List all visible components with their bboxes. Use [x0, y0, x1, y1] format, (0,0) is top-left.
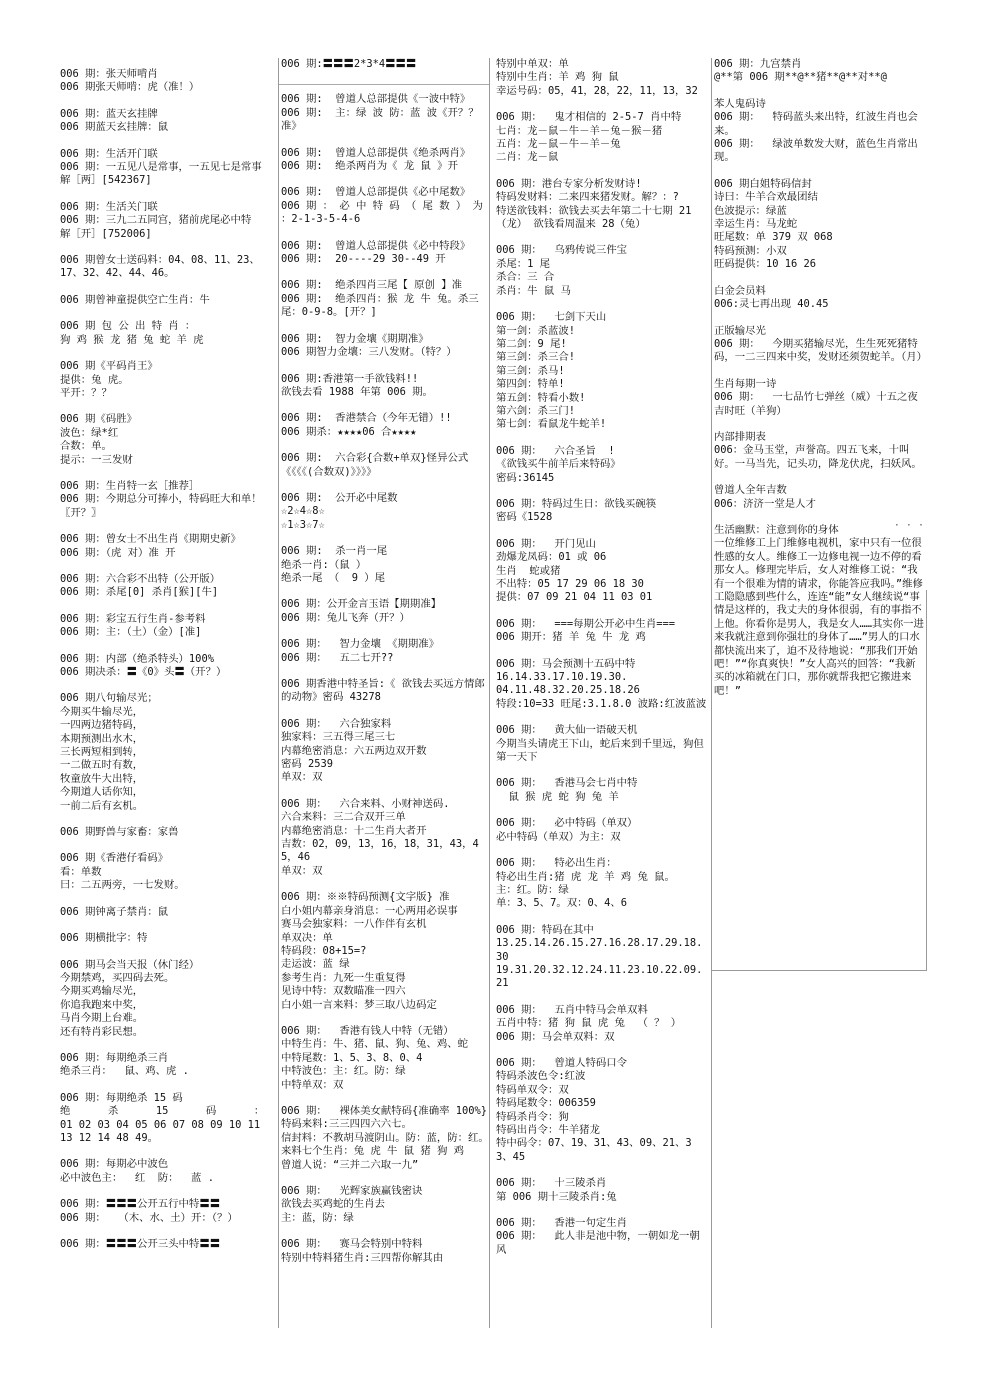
text-line: 006 期: 曾道人总部提供《必中特段》: [281, 239, 471, 252]
text-line: 006 期: 曾道人总部提供《绝杀两肖》: [281, 146, 471, 159]
text-line: 六合来料：三二合双开三单: [281, 811, 406, 824]
text-block: [496, 445, 708, 485]
text-line: 第六剑：杀三门!: [496, 404, 575, 417]
text-block: [60, 294, 265, 307]
text-line: ☆1☆3☆7☆: [281, 518, 325, 531]
text-line: 006 期: 绝杀四肖：猴 龙 牛 兔。杀三尾：0-9-8。[开？]: [281, 292, 479, 319]
text-line: 006 期： 特码蓝头来出特，红波生肖也会来。: [714, 111, 918, 137]
text-block: [281, 492, 489, 532]
text-line: 特码来料:三三四四六六七。: [281, 1118, 412, 1131]
text-line: 006 期: 六合彩{合数+单双}怪异公式: [281, 452, 469, 465]
text-line: 006 期：马会预测十五码中特: [496, 657, 636, 670]
text-line: 006 期：特码过生日：欲钱买碗筷: [496, 497, 657, 510]
text-line: 006 期： 绿波单数发大财，蓝色生肖常出现。: [714, 138, 918, 164]
text-block: [496, 658, 708, 712]
text-line: 006 期：〓〓〓公开五行中特〓〓: [60, 1198, 221, 1211]
text-line: 特码杀肖令：狗: [496, 1110, 569, 1123]
text-line: 006 期: 香港禁合（今年无错）!!: [281, 412, 452, 425]
text-block: [60, 148, 265, 188]
text-line: 006 期香港中特圣旨:《 欲钱去买远方情郎的动物》密码 43278: [281, 678, 485, 704]
text-line: 独家料：三五得三尾三七: [281, 731, 396, 744]
text-line: 006 期： 六合圣旨 !: [496, 444, 615, 457]
text-line: 狗 鸡 猴 龙 猪 兔 蛇 羊 虎: [60, 333, 204, 346]
text-line: 中特尾数：1、5、3、8、0、4: [281, 1051, 423, 1064]
text-block: [60, 959, 265, 1039]
text-block: [281, 798, 489, 878]
text-line: 生肖每期一诗: [714, 377, 777, 390]
text-line: 白小姐内幕亲身消息：一心两用必误事: [281, 904, 458, 917]
text-line: 006 期: 20----29 30--49 开: [281, 253, 446, 266]
text-line: 七肖：龙－鼠－牛－羊－兔－猴－猪: [496, 124, 663, 137]
text-block: [60, 1198, 265, 1225]
text-line: 单双：双: [281, 864, 323, 877]
text-line: 特别中生肖：羊 鸡 狗 鼠: [496, 71, 619, 84]
text-block: [496, 1177, 708, 1204]
text-block: [60, 360, 265, 400]
text-line: 006 期白姐特码信封: [714, 177, 812, 190]
text-line: 006 期： 鬼才相信的 2-5-7 肖中特: [496, 111, 682, 124]
text-block: [281, 891, 489, 1012]
text-line: 参考生肖：九死一生重复得: [281, 971, 406, 984]
text-line: 16.14.33.17.10.19.30.: [496, 671, 628, 684]
text-line: 密码《1528: [496, 511, 553, 524]
text-line: 006 期：※※特码预测{文字版} 准: [281, 891, 450, 904]
text-line: 二肖：龙－鼠: [496, 151, 559, 164]
text-line: 一位维修工上门维修电视机，家中只有一位很性感的女人。维修工一边修电视一边不停的看那女人。修理完毕后，女人对维修工说：“我有一个很难为情的请求，你能答应我吗。”维修工隐隐感到些什么，连连“能”女人继续说“事情是这样的，我丈夫的身体很弱，有的事指不上他。你看你是男人，我是女人……其实你一进来我就注意到你强壮的身体了……”男人的口水都快流出来了，迫不及待地说：“那我们开始吧！”“你真爽快！”女人高兴的回答：“我新买的冰箱就在门口，那你就帮我把它搬进来吧！”: [714, 537, 924, 697]
text-line: 牧童放牛大出特，: [60, 772, 144, 785]
column-4: [711, 58, 926, 1328]
text-line: 006 期： 黄大仙一语破天机: [496, 724, 638, 737]
text-line: 006 期：公开金言玉语【期期准】: [281, 598, 442, 611]
text-line: 006 期： 一七品竹七弹丝（威）十五之夜吉时旺（羊狗）: [714, 391, 918, 417]
text-line: 一前二后有玄机。: [60, 799, 144, 812]
text-block: [281, 545, 489, 585]
text-block: [281, 240, 489, 267]
text-line: 见诗中特：双数瞄准一四六: [281, 985, 406, 998]
text-line: ☆2☆4☆8☆: [281, 505, 325, 518]
text-line: 006 期：兔儿飞奔（开？）: [281, 611, 410, 624]
text-line: 特中码令：07、19、31、43、09、21、33、45: [496, 1137, 692, 1163]
text-block: [281, 718, 489, 785]
text-block: [60, 68, 265, 95]
text-line: 006 期《平码肖王》: [60, 360, 158, 373]
text-line: 本期预测出水木，: [60, 732, 144, 745]
text-line: 绝杀一尾 （ 9 ）尾: [281, 571, 386, 584]
text-line: 04.11.48.32.20.25.18.26: [496, 684, 640, 697]
text-line: 主：蓝，防：绿: [281, 1211, 354, 1224]
text-line: 006 期《香港仔看码》: [60, 852, 169, 865]
text-block: [60, 480, 265, 520]
text-block: [60, 201, 265, 241]
text-line: 今期买鸡输尽光，: [60, 985, 144, 998]
text-line: 006 期： 光辉家族赢钱密诀: [281, 1185, 423, 1197]
text-block: [60, 108, 265, 135]
text-line: 006 期智力金壤：三八发财。（特？）: [281, 346, 457, 359]
text-line: 绝杀一肖:（鼠 ）: [281, 558, 367, 571]
text-line: 006 期: 智力金壤《期期准》: [281, 332, 429, 345]
text-line: 第五剑：特看小数!: [496, 391, 586, 404]
text-line: 来料七个生肖：兔 虎 牛 鼠 猪 狗 鸡: [281, 1145, 465, 1158]
text-line: 006 期：〓〓〓公开三头中特〓〓: [60, 1238, 221, 1250]
text-line: 波色：绿*红: [60, 426, 119, 439]
text-block: [714, 285, 926, 312]
text-block: [496, 178, 708, 232]
text-line: 特码段：08+15=?: [281, 944, 367, 957]
text-block: [281, 598, 489, 625]
text-line: 006 期： 赛马会特别中特料: [281, 1238, 423, 1251]
text-line: 提示：一三发财: [60, 453, 133, 466]
text-line: 旺码提供：10 16 26: [714, 258, 816, 271]
text-line: 006 期：今期总分可捧小，特码旺大和单！〖开？〗: [60, 493, 262, 519]
text-block: [281, 678, 489, 705]
ellipsis-mark: · · ·: [893, 520, 924, 531]
text-block: [281, 452, 489, 479]
text-line: 白小姐一言来料：梦三取八边码定: [281, 998, 437, 1011]
text-block: [496, 538, 708, 605]
text-line: 006 期蓝天玄挂牌：鼠: [60, 121, 169, 134]
text-line: 曰：二五两旁，一七发财。: [60, 879, 185, 892]
text-line: 鼠 猴 虎 蛇 狗 兔 羊: [496, 790, 619, 803]
text-line: 内幕绝密消息：六五两边双开数: [281, 744, 427, 757]
text-line: 欲钱去买鸡蛇的生肖去: [281, 1198, 385, 1211]
text-line: 006 期：蓝天玄挂牌: [60, 107, 158, 120]
text-line: 006 期：每期绝杀三肖: [60, 1051, 169, 1064]
text-line: 一二做五时有数，: [60, 759, 144, 772]
column-2: [278, 58, 490, 1328]
text-line: 006 期八句输尽光；: [60, 692, 158, 705]
text-block: [714, 378, 926, 418]
text-line: 曾道人全年吉数: [714, 484, 787, 497]
text-line: 006 期: 公开必中尾数: [281, 491, 398, 504]
text-block: [496, 498, 708, 525]
text-line: 006 期： 五二七开??: [281, 651, 394, 664]
text-block: [496, 857, 708, 911]
text-line: 006 期： 香港马会七肖中特: [496, 777, 638, 790]
text-line: 006 期《码胜》: [60, 413, 137, 426]
text-line: 五肖：龙－鼠－牛－羊－兔: [496, 138, 621, 151]
text-line: 旺尾数：单 379 双 068: [714, 231, 833, 244]
text-line: 白金会员料: [714, 284, 766, 297]
column-3: [494, 58, 708, 1270]
text-line: 特别中单双：单: [496, 58, 569, 70]
text-line: 特码预测：小双: [714, 244, 787, 257]
text-line: 006 期：生活关门联: [60, 200, 158, 213]
text-block: [281, 93, 489, 133]
text-line: 杀尾：1 尾: [496, 257, 551, 270]
text-block: [281, 186, 489, 226]
text-line: 一四两边猪特码，: [60, 719, 144, 732]
text-block: [60, 254, 265, 281]
text-line: 006 期： 六合独家料: [281, 717, 392, 730]
text-line: 主：红。防：绿: [496, 883, 569, 896]
text-line: 今期道人话你知，: [60, 786, 144, 799]
text-line: 解［两］[542367]: [60, 174, 152, 187]
text-line: 006 期曾神童提供空亡生肖：牛: [60, 293, 210, 306]
text-line: 内部排期表: [714, 430, 766, 443]
text-line: 绝 杀 15 码 ：: [60, 1105, 265, 1118]
text-line: 必中波色主： 红 防： 蓝 .: [60, 1171, 214, 1184]
text-block: [281, 1025, 489, 1092]
text-line: 单：3、5、7。双：0、4、6: [496, 897, 628, 910]
text-block: [496, 311, 708, 432]
text-line: 006 期：生肖特一玄［推荐］: [60, 479, 200, 492]
text-line: 诗曰：牛羊合欢最团结: [714, 191, 818, 204]
text-line: 006 期: 绝杀四肖三尾【 原创 】准: [281, 279, 462, 292]
text-block: [281, 147, 489, 174]
text-line: 006 期： （木、水、土）开：（？）: [60, 1211, 238, 1224]
text-block: [60, 613, 265, 640]
text-line: 特码发财料：二来四来猪发财。解？：?: [496, 191, 679, 204]
text-line: 特码尾数令：006359: [496, 1097, 596, 1110]
text-line: 三长两短相到转，: [60, 746, 144, 759]
text-line: 合数：单。: [60, 440, 112, 453]
text-line: 006 期： 今期买猪输尽光，生生死死猪特码，一二三四来中奖，发财还须贺蛇羊。（月）: [714, 337, 928, 364]
text-block: [496, 1004, 708, 1044]
text-line: 劲爆龙凤码：01 或 06: [496, 551, 607, 564]
text-line: 006 期：彩宝五行生肖-参考料: [60, 612, 206, 625]
text-block: [496, 924, 708, 991]
text-block: [496, 817, 708, 844]
text-line: 走运波：蓝 绿: [281, 958, 350, 971]
text-line: 绝杀三肖： 鼠、鸡、虎 .: [60, 1065, 189, 1078]
column-1: [60, 68, 265, 1264]
text-line: 006 期： 七剑下天山: [496, 311, 607, 324]
text-line: 特必出生肖:猪 虎 龙 羊 鸡 兔 鼠。: [496, 870, 675, 883]
text-line: 不出特：05 17 29 06 18 30: [496, 578, 644, 590]
text-block: [60, 320, 265, 347]
text-line: 006 期：杀尾[0] 杀肖[猴][牛]: [60, 586, 219, 599]
text-line: 006 期： 必中特码（单双）: [496, 817, 638, 830]
text-line: 第 006 期十三陵杀肖:兔: [496, 1190, 617, 1203]
text-line: 幸运号码：05，41，28，22，11，13，32: [496, 84, 698, 97]
text-block: [714, 98, 926, 165]
text-line: 第一剑：杀蓝波!: [496, 324, 575, 337]
text-line: 解［开］[752006]: [60, 227, 152, 240]
text-block: [281, 1185, 489, 1225]
text-block: [281, 1238, 489, 1265]
text-line: 006 期野兽与家畜：家兽: [60, 826, 179, 839]
text-block: [60, 573, 265, 600]
text-line: 006 期马会当天报（休门经）: [60, 958, 200, 971]
text-line: 006 期 包 公 出 特 肖 ：: [60, 320, 196, 333]
text-line: 006 期：主：（土）（金）[准]: [60, 626, 202, 639]
text-block: [60, 692, 265, 813]
text-line: 006 期横批字：特: [60, 932, 148, 945]
text-block: [60, 906, 265, 919]
text-line: 006 期： 智力金壤 《期期准》: [281, 638, 440, 651]
text-line: 006 期 ： 必 中 特 码 （ 尾 数 ） 为 ：2-1-3-5-4-6: [281, 199, 490, 226]
text-line: 中特生肖：牛、猪、鼠、狗、兔、鸡、蛇: [281, 1038, 469, 1051]
text-line: 006 期曾女士送码料：04、08、11、23、17、32、42、44、46。: [60, 254, 260, 280]
text-line: 中特波色：主：红。防：绿: [281, 1065, 406, 1078]
text-line: 第七剑：看鼠龙牛蛇羊!: [496, 418, 607, 431]
text-block: [60, 826, 265, 839]
text-line: 五肖中特：猪 狗 鼠 虎 兔 （ ？ ）: [496, 1017, 682, 1030]
text-block: [60, 1052, 265, 1079]
text-block: [60, 852, 265, 892]
text-line: 你追我跑来中奖，: [60, 998, 144, 1011]
text-line: 006 期开：猪 羊 兔 牛 龙 鸡: [496, 631, 646, 644]
document-page: [60, 58, 928, 1328]
text-block: [496, 58, 708, 98]
text-line: 特码杀波色令:红波: [496, 1070, 586, 1083]
text-block: [714, 178, 926, 272]
text-block: [714, 484, 926, 511]
text-line: 006 期： 开门见山: [496, 537, 596, 550]
text-block: [496, 1057, 708, 1164]
text-line: 006 期钟离子禁肖：鼠: [60, 905, 169, 918]
text-line: 《欲钱买牛前羊后来特码》: [496, 458, 621, 471]
text-block: [496, 1217, 708, 1257]
text-block: [714, 325, 926, 365]
text-line: 006 期:香港第一手欲钱料!!: [281, 372, 419, 385]
text-line: 赛马会独家料：一八作伴有玄机: [281, 918, 427, 931]
text-line: 006 期: 主：绿 波 防：蓝 波《开？？准》: [281, 106, 479, 133]
text-line: 今期买牛输尽光，: [60, 705, 144, 718]
text-line: 《《《《(合数双)》》》》: [281, 465, 377, 478]
text-line: 色波提示：绿蓝: [714, 204, 787, 217]
text-block: [714, 58, 926, 85]
text-line: 必中特码（单双）为主：双: [496, 830, 621, 843]
text-line: 01 02 03 04 05 06 07 08 09 10 11 13 12 14 48 49。: [60, 1118, 267, 1144]
text-line: 006 期:〓〓〓2*3*4〓〓〓: [281, 58, 417, 70]
text-line: 19.31.20.32.12.24.11.23.10.22.09.21: [496, 963, 703, 990]
text-block: [496, 777, 708, 804]
text-block: [60, 413, 265, 467]
text-line: 006 期: 曾道人总部提供《一波中特》: [281, 93, 471, 106]
text-block: [60, 1238, 265, 1251]
text-line: 006：金马玉堂，声誉高。四五飞来，十叫好。一马当先，记头功，降龙伏虎，扫妖风。: [714, 444, 922, 470]
text-line: 第三剑：杀三合!: [496, 351, 575, 364]
text-line: 马肖今期上台难。: [60, 1012, 144, 1025]
text-line: 006 期： 特必出生肖：: [496, 857, 617, 870]
text-line: 特码单双令：双: [496, 1083, 569, 1096]
text-line: 吉数：02，09，13，16，18，31，43，45，46: [281, 838, 479, 864]
text-line: 006 期：内部（绝杀特头）100%: [60, 652, 214, 665]
text-line: 平开：？？: [60, 386, 112, 399]
text-line: 特送欲钱料：欲钱去买去年第二十七期 21（龙） 欲钱看周温来 28（兔）: [496, 204, 692, 231]
text-line: 生活幽默：注意到你的身体: [714, 523, 839, 536]
text-line: 提供：兔 虎。: [60, 373, 129, 386]
text-line: 幸运生肖：马龙蛇: [714, 218, 798, 231]
text-block: [281, 638, 489, 665]
text-line: 006 期：三九二五同宫，猪前虎尾必中特: [60, 214, 252, 227]
text-block: [281, 58, 489, 71]
text-line: 密码:36145: [496, 471, 555, 484]
text-line: 006 期： 裸体美女献特码{准确率 100%}: [281, 1104, 488, 1117]
text-line: 还有特肖彩民想。: [60, 1025, 144, 1038]
text-line: 正版输尽光: [714, 324, 766, 337]
text-block: [60, 533, 265, 560]
text-line: 006 期：（虎 对）准 开: [60, 546, 176, 559]
text-line: 006 期： 香港有钱人中特（无错）: [281, 1024, 454, 1037]
text-line: 006 期：生活开门联: [60, 147, 158, 160]
text-block: [281, 412, 489, 439]
text-line: 杀肖：牛 鼠 马: [496, 284, 571, 297]
text-block: [281, 279, 489, 319]
text-line: 006 期: 杀一肖一尾: [281, 545, 388, 558]
text-line: 006 期杀：★★★★06 合★★★★: [281, 425, 417, 438]
text-line: 单双决：单: [281, 931, 333, 944]
text-block: [496, 244, 708, 298]
text-line: 006:灵七再出现 40.45: [714, 298, 829, 311]
text-line: 006 期： 十三陵杀肖: [496, 1177, 607, 1190]
text-line: 006 期： 曾道人特码口令: [496, 1056, 628, 1069]
text-block: [496, 618, 708, 645]
text-line: 006 期：每期绝杀 15 码: [60, 1091, 183, 1104]
text-block: [714, 524, 926, 698]
text-line: 欲钱去看 1988 年第 006 期。: [281, 385, 433, 398]
text-line: 006 期： ===每期公开必中生肖===: [496, 617, 675, 630]
text-line: 006 期: 绝杀两肖为《 龙 鼠 》开: [281, 160, 458, 173]
text-block: [281, 373, 489, 400]
text-line: 信封料：不教胡马渡阴山。防：蓝，防：红。: [281, 1131, 489, 1144]
text-line: 特段:10=33 旺尾:3.1.8.0 波路:红波蓝波: [496, 697, 707, 710]
text-line: 内幕绝密消息：十二生肖大者开: [281, 824, 427, 837]
text-line: 特码出肖令：牛羊猪龙: [496, 1124, 600, 1136]
text-line: 杀合：三 合: [496, 271, 555, 284]
text-line: 今期禁鸡，买四码去死。: [60, 971, 175, 984]
text-line: 单双：双: [281, 771, 323, 784]
text-line: 今期当头请虎王下山，蛇后来到千里远，狗但第一天下: [496, 737, 704, 764]
text-block: [496, 724, 708, 764]
text-line: 006 期: 曾道人总部提供《必中尾数》: [281, 186, 471, 199]
text-line: @**第 006 期**@**猪**@**对**@: [714, 71, 887, 84]
text-block: [60, 932, 265, 945]
text-block: [60, 653, 265, 680]
text-line: 006 期决杀：〓《0》头〓（开？）: [60, 666, 227, 678]
text-line: 006 期： 此人非是池中物，一朝如龙一朝风: [496, 1230, 700, 1256]
text-line: 006 期：六合彩不出特（公开版）: [60, 572, 221, 585]
text-line: 曾道人说：“三并二六取一九”: [281, 1158, 419, 1171]
text-line: 提供：07 09 21 04 11 03 01: [496, 591, 653, 604]
text-block: [60, 1092, 265, 1146]
text-block: [60, 1158, 265, 1185]
text-line: 006 期：张天师啃肖: [60, 68, 158, 80]
text-line: 006 期： 香港一句定生肖: [496, 1217, 628, 1230]
text-line: 006 期：特码在其中: [496, 923, 594, 936]
text-line: 006 期：曾女士不出生肖《期期史新》: [60, 533, 241, 546]
text-line: 006 期： 六合来料、小财神送码.: [281, 797, 450, 810]
divider: [279, 84, 489, 85]
text-block: [714, 431, 926, 471]
text-line: 中特单双：双: [281, 1078, 344, 1091]
text-line: 006 期：一五见八是常事，一五见七是常事: [60, 161, 262, 174]
text-line: 特别中特料猪生肖:三四帮你解其由: [281, 1251, 444, 1264]
text-line: 006 期：港台专家分析发财诗!: [496, 177, 642, 190]
text-line: 006 期：每期必中波色: [60, 1158, 169, 1171]
text-line: 苯人鬼码诗: [714, 97, 766, 110]
text-block: [281, 333, 489, 360]
text-line: 006 期：九宫禁肖: [714, 58, 802, 70]
text-line: 006 期： 乌鸦传说三件宝: [496, 244, 628, 257]
text-block: [496, 111, 708, 165]
text-line: 006 期：马会单双料：双: [496, 1030, 615, 1043]
text-line: 006 期张天师啃：虎（准！）: [60, 81, 200, 94]
text-block: [281, 1105, 489, 1172]
text-line: 006 期： 五肖中特马会单双料: [496, 1003, 648, 1016]
text-line: 13.25.14.26.15.27.16.28.17.29.18.30: [496, 937, 703, 963]
text-line: 生肖 蛇或猪: [496, 564, 561, 577]
text-line: 密码 2539: [281, 758, 334, 771]
text-line: 第四剑：特单!: [496, 378, 565, 391]
text-line: 看：单数: [60, 865, 102, 878]
text-line: 006：济济一堂是人才: [714, 497, 816, 510]
text-line: 第二剑：9 尾!: [496, 337, 567, 350]
text-line: 第三剑：杀马!: [496, 364, 565, 377]
